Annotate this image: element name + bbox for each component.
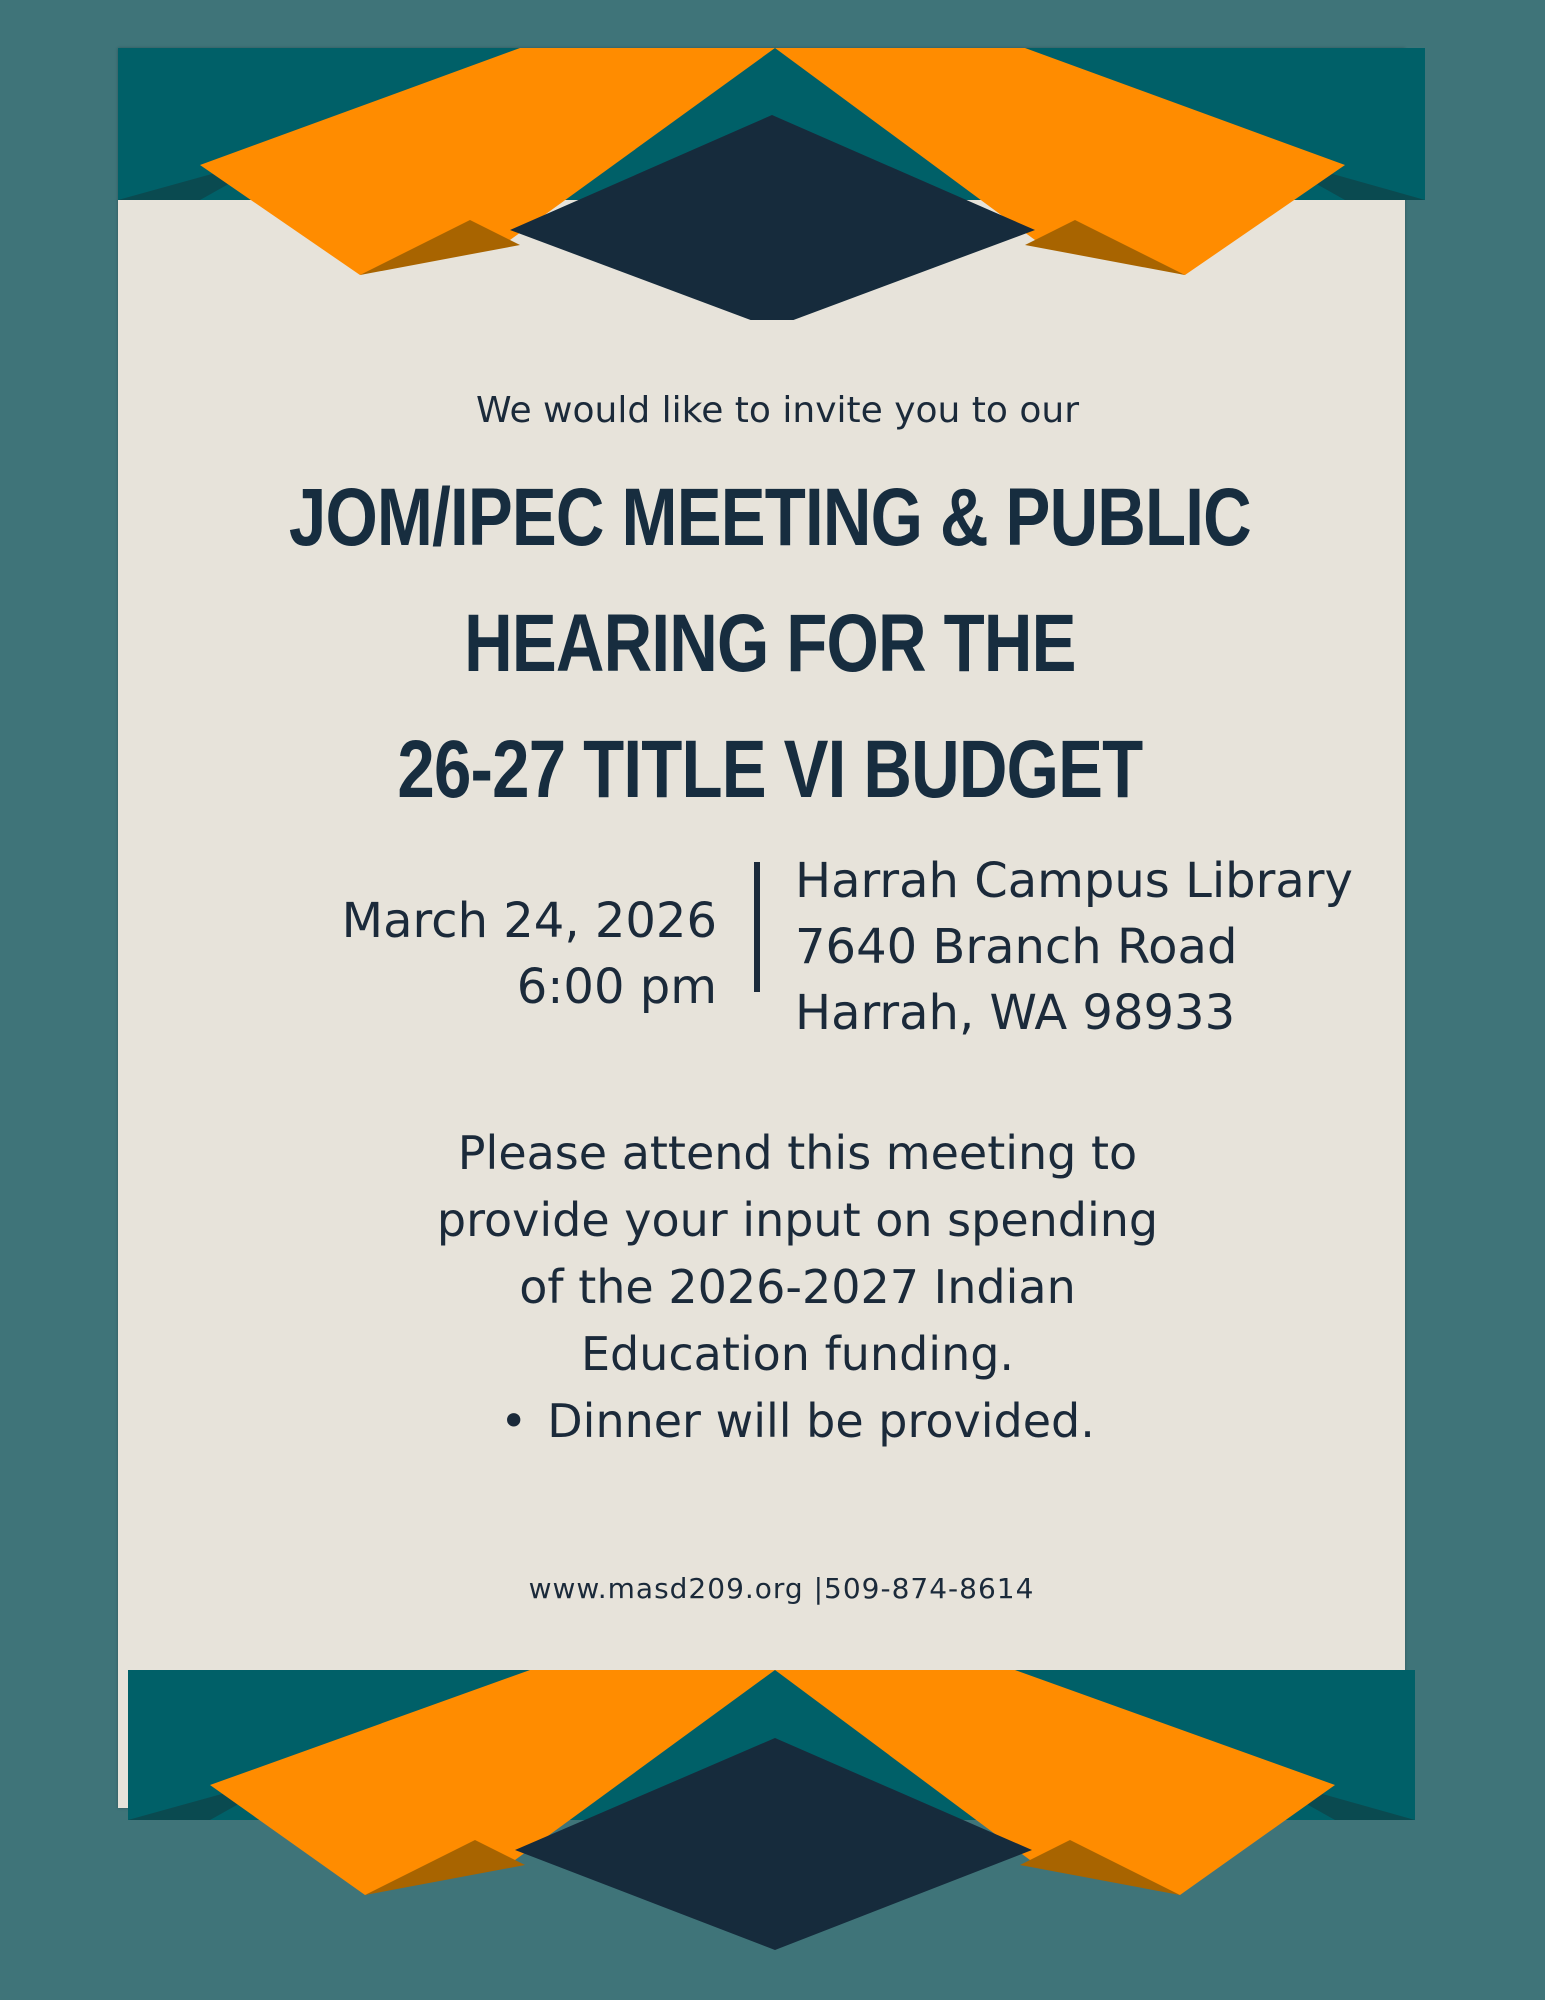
- message-line: of the 2026-2027 Indian: [519, 1260, 1076, 1314]
- title-line-2: HEARING FOR THE: [464, 598, 1076, 689]
- details-divider: [754, 862, 760, 992]
- title-line-1: JOM/IPEC MEETING & PUBLIC: [288, 472, 1251, 563]
- attendance-message: [0, 1120, 1545, 1455]
- message-line: Please attend this meeting to: [457, 1126, 1138, 1180]
- event-location: [795, 848, 1353, 1046]
- location-street: 7640 Branch Road: [795, 919, 1238, 975]
- event-datetime: [342, 888, 717, 1020]
- top-chevron-banner: [0, 0, 1545, 320]
- invitation-intro: We would like to invite you to our: [475, 390, 1080, 431]
- location-city: Harrah, WA 98933: [795, 985, 1236, 1041]
- bottom-chevron-banner: [0, 1660, 1545, 1980]
- event-title: [136, 455, 1403, 833]
- location-name: Harrah Campus Library: [795, 853, 1353, 909]
- event-time: 6:00 pm: [516, 959, 717, 1015]
- dinner-bullet-item: [50, 1388, 1545, 1455]
- contact-footer: www.masd209.org |509-874-8614: [528, 1572, 1035, 1605]
- message-line: Education funding.: [580, 1327, 1015, 1381]
- message-line: provide your input on spending: [436, 1193, 1159, 1247]
- dinner-note: Dinner will be provided.: [547, 1394, 1095, 1448]
- title-line-3: 26-27 TITLE VI BUDGET: [397, 724, 1143, 815]
- event-date: March 24, 2026: [341, 893, 717, 949]
- bullet-icon: •: [500, 1394, 528, 1448]
